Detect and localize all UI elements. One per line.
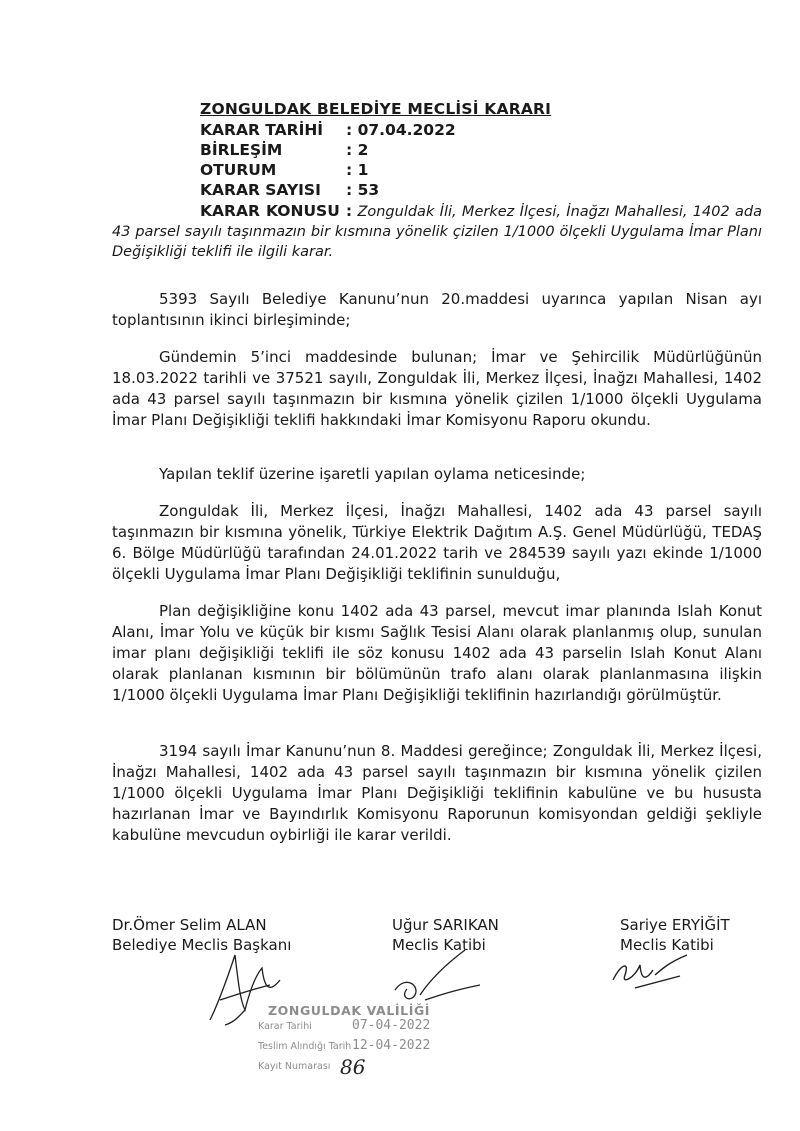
signatory-name: Dr.Ömer Selim ALAN bbox=[112, 916, 267, 934]
signatory-title: Belediye Meclis Başkanı bbox=[112, 936, 292, 954]
paragraph: Gündemin 5’inci maddesinde bulunan; İmar ve Şehircilik Müdürlüğünün 18.03.2022 tarihli ve 37521 sayılı, Zonguldak İli, Merkez İlçesi, İnağzı Mahallesi, 1402 ada 43 parsel sayılı taşınmazın bir kısmına yönelik çizilen 1/1000 ölçekli Uygulama İmar Planı Değişikliği teklifi hakkındaki İmar Komisyonu Raporu okundu. bbox=[112, 348, 762, 429]
document-title: ZONGULDAK BELEDİYE MECLİSİ KARARI bbox=[200, 100, 552, 118]
decision-number-label: KARAR SAYISI bbox=[200, 181, 321, 199]
stamp-value: 07-04-2022 bbox=[352, 1018, 431, 1033]
paragraph: Zonguldak İli, Merkez İlçesi, İnağzı Mahallesi, 1402 ada 43 parsel sayılı taşınmazın bir kısmına yönelik, Türkiye Elektrik Dağıtım A.Ş. Genel Müdürlüğü, TEDAŞ 6. Bölge Müdürlüğü tarafından 24.01.2022 tarih ve 284539 sayılı yazı ekinde 1/1000 ölçekli Uygulama İmar Planı Değişikliği teklifinin sunulduğu, bbox=[112, 502, 762, 583]
stamp-label: Karar Tarihi bbox=[258, 1021, 312, 1032]
paragraph: Plan değişikliğine konu 1402 ada 43 parsel, mevcut imar planında Islah Konut Alanı, İmar Yolu ve küçük bir kısmı Sağlık Tesisi Alanı olarak planlanmış olup, sunulan imar planı değişikliği teklifi ile söz konusu 1402 ada 43 parselin Islah Konut Alanı olarak planlanan kısmının bir bölümünün trafo alanı olarak planlanmasına ilişkin 1/1000 ölçekli Uygulama İmar Planı Değişikliği teklifinin hazırlandığı görülmüştür. bbox=[112, 602, 762, 704]
session-value: : 2 bbox=[346, 141, 369, 159]
signature-block-president bbox=[112, 915, 291, 955]
record-number-handwritten: 86 bbox=[340, 1055, 366, 1079]
decision-subject bbox=[112, 201, 762, 262]
signatory-title: Meclis Katibi bbox=[620, 936, 714, 954]
paragraph: 5393 Sayılı Belediye Kanunu’nun 20.maddesi uyarınca yapılan Nisan ayı toplantısının ikinci birleşiminde; bbox=[112, 290, 762, 329]
stamp-value: 12-04-2022 bbox=[352, 1038, 431, 1053]
sitting-row bbox=[200, 161, 368, 179]
decision-date-row bbox=[200, 121, 456, 139]
decision-number-value: : 53 bbox=[346, 181, 380, 199]
signature-block-clerk-2 bbox=[620, 915, 730, 955]
session-label: BİRLEŞİM bbox=[200, 141, 283, 159]
paragraph: Yapılan teklif üzerine işaretli yapılan oylama neticesinde; bbox=[159, 465, 586, 483]
decision-number-row bbox=[200, 181, 379, 199]
decision-date-value: : 07.04.2022 bbox=[346, 121, 456, 139]
paragraph: 3194 sayılı İmar Kanunu’nun 8. Maddesi gereğince; Zonguldak İli, Merkez İlçesi, İnağzı Mahallesi, 1402 ada 43 parsel sayılı taşınmazın bir kısmına yönelik çizilen 1/1000 ölçekli Uygulama İmar Planı Değişikliği teklifinin kabulüne ve bu hususta hazırlanan İmar ve Bayındırlık Komisyonu Raporunun komisyondan geldiği şekliyle kabulüne mevcudun oybirliği ile karar verildi. bbox=[112, 742, 762, 844]
decision-date-label: KARAR TARİHİ bbox=[200, 121, 324, 139]
signatory-name: Sariye ERYİĞİT bbox=[620, 916, 730, 934]
signatory-title: Meclis Katibi bbox=[392, 936, 486, 954]
session-row bbox=[200, 141, 368, 159]
sitting-value: : 1 bbox=[346, 161, 369, 179]
sitting-label: OTURUM bbox=[200, 161, 277, 179]
subject-text: Zonguldak İli, Merkez İlçesi, İnağzı Mahallesi, 1402 ada 43 parsel sayılı taşınmazın bir kısmına yönelik çizilen 1/1000 ölçekli Uygulama İmar Planı Değişikliği teklifi ile ilgili karar. bbox=[112, 204, 762, 260]
signature-scribble-clerk-2 bbox=[605, 950, 695, 995]
stamp-label: Teslim Alındığı Tarih bbox=[258, 1041, 352, 1052]
signature-block-clerk-1 bbox=[392, 915, 499, 955]
subject-label: KARAR KONUSU : bbox=[200, 202, 353, 220]
signatory-name: Uğur SARIKAN bbox=[392, 916, 499, 934]
stamp-label: Kayıt Numarası bbox=[258, 1061, 331, 1072]
stamp-title: ZONGULDAK VALİLİĞİ bbox=[268, 1003, 431, 1018]
